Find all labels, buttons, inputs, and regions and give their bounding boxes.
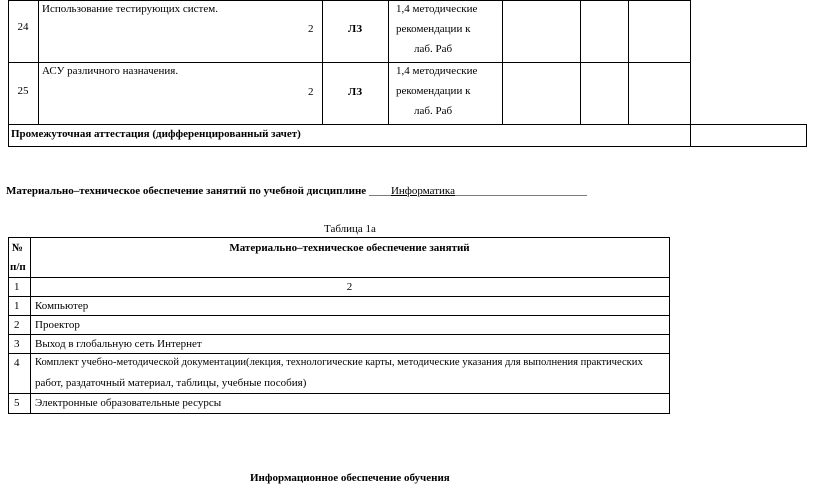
header-title: Материально–техническое обеспечение занятий: [229, 242, 470, 254]
row-number: 24: [17, 21, 29, 33]
row-topic: Использование тестирующих систем.: [42, 3, 218, 15]
row-number: 5: [14, 397, 20, 409]
index-cell-2: 2: [346, 281, 353, 293]
row-materials-line-1: 1,4 методические: [396, 65, 478, 77]
row-text: Выход в глобальную сеть Интернет: [35, 338, 202, 350]
mto-heading-text: Материально–техническое обеспечение занятий по учебной дисциплине: [6, 185, 369, 197]
mto-heading: [6, 184, 587, 198]
row-number: 25: [17, 85, 29, 97]
row-text-line-2: работ, раздаточный материал, таблицы, учебные пособия): [35, 377, 307, 389]
row-materials-line-2: рекомендации к: [396, 23, 471, 35]
row-materials-line-2: рекомендации к: [396, 85, 471, 97]
row-text-line-1: Комплект учебно-методической документации(лекция, технологические карты, методические указания для выполнения практических: [35, 357, 643, 368]
row-text: Электронные образовательные ресурсы: [35, 397, 222, 409]
table-caption: Таблица 1а: [324, 223, 376, 235]
index-cell-1: 1: [14, 281, 20, 293]
row-hours: 2: [308, 23, 314, 35]
row-text: Компьютер: [35, 300, 89, 312]
row-hours: 2: [308, 86, 314, 98]
info-heading: Информационное обеспечение обучения: [250, 472, 450, 484]
discipline-name: Информатика: [390, 185, 455, 197]
row-materials-line-3: лаб. Раб: [414, 43, 453, 55]
mto-heading-blank-right: ________________________: [454, 185, 587, 197]
attestation-label: Промежуточная аттестация (дифференцированный зачет): [11, 128, 301, 140]
mto-heading-blank-left: ____: [368, 185, 391, 197]
row-topic: АСУ различного назначения.: [42, 65, 179, 77]
row-number: 4: [14, 357, 20, 369]
row-materials-line-1: 1,4 методические: [396, 3, 478, 15]
row-text: Проектор: [35, 319, 80, 331]
row-number: 3: [14, 338, 20, 350]
row-materials-line-3: лаб. Раб: [414, 105, 453, 117]
row-lesson-type: ЛЗ: [348, 23, 363, 35]
row-lesson-type: ЛЗ: [348, 86, 363, 98]
header-number-abbr: п/п: [10, 261, 26, 273]
header-number-symbol: №: [12, 242, 24, 254]
row-number: 1: [14, 300, 20, 312]
row-number: 2: [14, 319, 20, 331]
